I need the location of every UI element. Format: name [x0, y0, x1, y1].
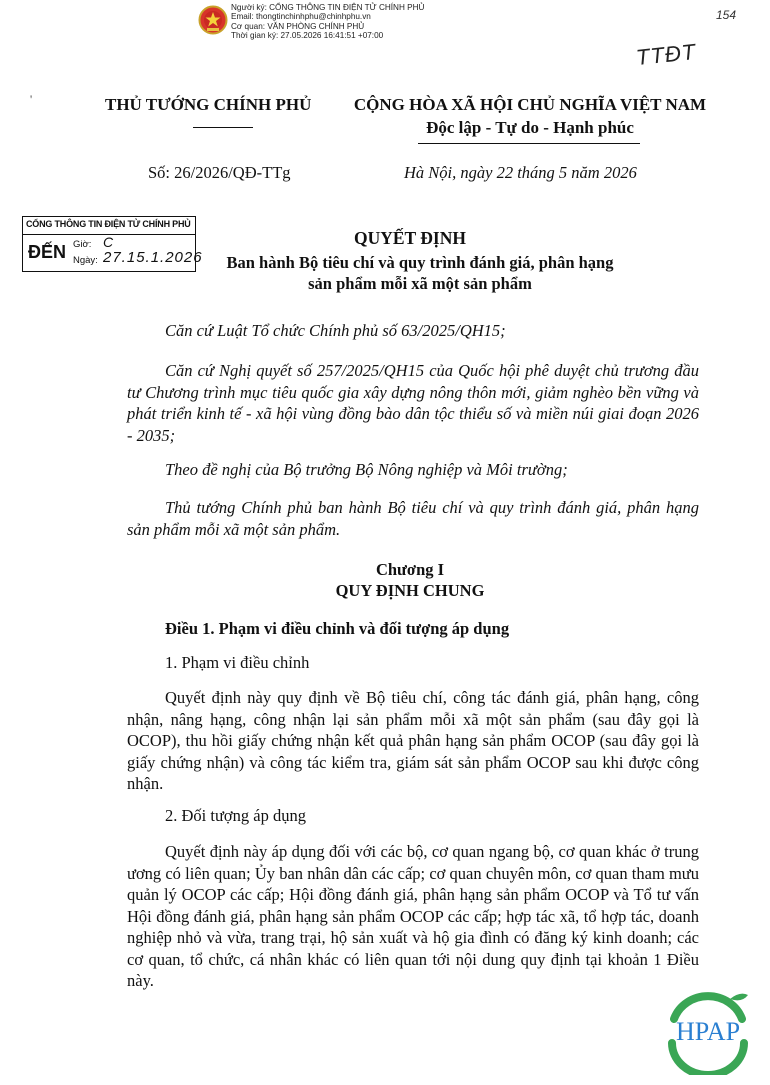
- stamp-time-value: C: [103, 234, 114, 250]
- document-subject-line2: sản phẩm mỗi xã một sản phẩm: [308, 274, 532, 293]
- signature-signer: Người ký: CỔNG THÔNG TIN ĐIỆN TỬ CHÍNH PHỦ: [231, 3, 425, 12]
- signature-agency: Cơ quan: VĂN PHÒNG CHÍNH PHỦ: [231, 21, 365, 31]
- signature-email: Email: thongtinchinhphu@chinhphu.vn: [231, 12, 371, 22]
- motto-underline: [418, 143, 640, 144]
- document-number: Số: 26/2026/QĐ-TTg: [148, 163, 291, 182]
- national-title: CỘNG HÒA XÃ HỘI CHỦ NGHĨA VIỆT NAM: [353, 95, 707, 114]
- handwritten-mark: TTĐT: [634, 38, 698, 71]
- stamp-organization: CỔNG THÔNG TIN ĐIỆN TỬ CHÍNH PHỦ: [26, 219, 191, 229]
- signature-time: Thời gian ký: 27.05.2026 16:41:51 +07:00: [231, 31, 384, 41]
- legal-basis-paragraph: Thủ tướng Chính phủ ban hành Bộ tiêu chí và quy trình đánh giá, phân hạng sản phẩm mỗi xã một sản phẩm.: [127, 498, 699, 539]
- national-emblem-icon: [198, 4, 228, 36]
- stamp-time-label: Giờ:: [73, 239, 92, 250]
- hpap-logo-icon: [660, 985, 756, 1075]
- stamp-date-value: 27.15.1.2026: [103, 249, 203, 266]
- place-and-date: Hà Nội, ngày 22 tháng 5 năm 2026: [404, 163, 637, 182]
- clause-paragraph: Quyết định này áp dụng đối với các bộ, cơ quan ngang bộ, cơ quan khác ở trung ương có liên quan; Ủy ban nhân dân các cấp; cơ quan chuyên môn, cơ quan tham mưu quản lý OCOP các cấp; Hội đồng đánh giá, phân hạng sản phẩm OCOP và Tổ tư vấn Hội đồng đánh giá, phân hạng sản phẩm OCOP các cấp; hợp tác xã, tổ hợp tác, doanh nghiệp nhỏ và vừa, trang trại, hộ sản xuất và hộ gia đình có đăng ký kinh doanh; các cơ quan, tổ chức, cá nhân khác có liên quan tới nội dung quy định tại khoản 1 Điều này.: [127, 842, 699, 990]
- legal-basis-paragraph: Theo đề nghị của Bộ trưởng Bộ Nông nghiệp và Môi trường;: [165, 460, 568, 479]
- chapter-number: Chương I: [375, 560, 445, 579]
- legal-basis-paragraph: Căn cứ Nghị quyết số 257/2025/QH15 của Quốc hội phê duyệt chủ trương đầu tư Chương trình mục tiêu quốc gia xây dựng nông thôn mới, giảm nghèo bền vững và phát triển kinh tế - xã hội vùng đồng bào dân tộc thiểu số và miền núi giai đoạn 2026 - 2035;: [127, 361, 699, 445]
- article-heading: Điều 1. Phạm vi điều chỉnh và đối tượng áp dụng: [165, 619, 510, 638]
- margin-mark: ': [30, 92, 33, 106]
- stamp-date-label: Ngày:: [73, 255, 98, 266]
- document-type: QUYẾT ĐỊNH: [354, 228, 466, 248]
- chapter-title: QUY ĐỊNH CHUNG: [335, 581, 485, 600]
- clause-paragraph: Quyết định này quy định về Bộ tiêu chí, công tác đánh giá, phân hạng, công nhận, nâng hạng, công nhận lại sản phẩm mỗi xã một sản phẩm (sau đây gọi là OCOP), thu hồi giấy chứng nhận kết quả phân hạng sản phẩm OCOP (sau đây gọi là giấy chứng nhận) và công tác kiểm tra, giám sát sản phẩm OCOP sau khi được công nhận.: [127, 688, 699, 793]
- stamp-received-label: ĐẾN: [28, 242, 67, 262]
- document-subject-line1: Ban hành Bộ tiêu chí và quy trình đánh giá, phân hạng: [226, 253, 614, 272]
- issuing-agency: THỦ TƯỚNG CHÍNH PHỦ: [105, 95, 312, 114]
- national-motto: Độc lập - Tự do - Hạnh phúc: [426, 118, 634, 137]
- agency-underline: [193, 127, 253, 128]
- clause-heading: 1. Phạm vi điều chỉnh: [165, 653, 310, 672]
- hpap-logo-text: HPAP: [675, 1017, 741, 1046]
- page-number: 154: [716, 8, 737, 22]
- legal-basis-paragraph: Căn cứ Luật Tổ chức Chính phủ số 63/2025/QH15;: [165, 321, 506, 340]
- clause-heading: 2. Đối tượng áp dụng: [165, 806, 306, 825]
- digital-signature-info: [231, 3, 424, 41]
